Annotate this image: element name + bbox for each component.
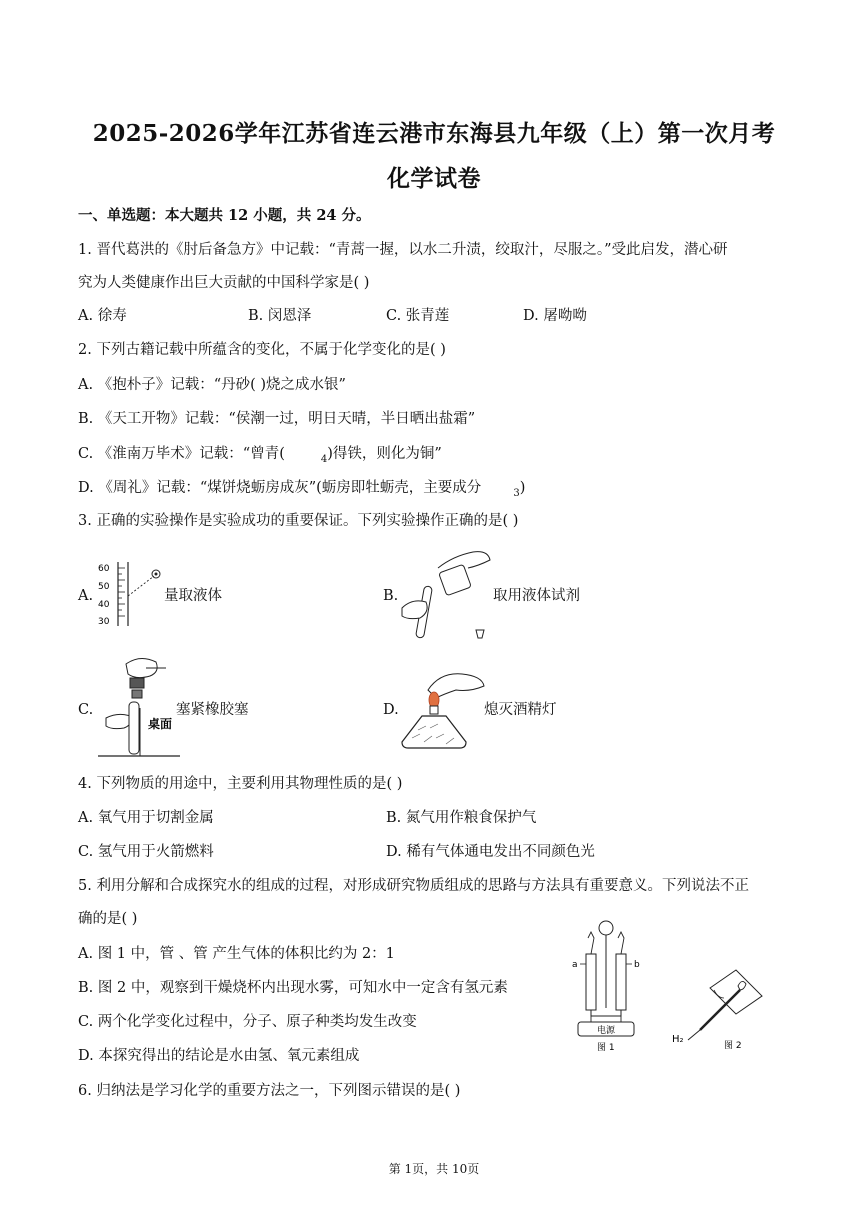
q5-option-a: A. 图 1 中，管 、管 产生气体的体积比约为 2：1 bbox=[78, 946, 395, 962]
q3-option-c-text: 塞紧橡胶塞 bbox=[176, 702, 249, 718]
tube-a-label: a bbox=[572, 960, 578, 970]
q1-stem-line2: 究为人类健康作出巨大贡献的中国科学家是( ) bbox=[78, 275, 370, 291]
page-footer: 第 1页，共 10页 bbox=[388, 1162, 480, 1176]
q3-option-b-text: 取用液体试剂 bbox=[493, 588, 580, 604]
electrolysis-figure bbox=[566, 918, 646, 1052]
alcohol-lamp-figure bbox=[400, 660, 488, 752]
q1-option-c: C. 张青莲 bbox=[386, 308, 450, 324]
hydrogen-label: H₂ bbox=[672, 1034, 684, 1045]
tick-label-60: 60 bbox=[98, 564, 110, 574]
q4-option-d: D. 稀有气体通电发出不同颜色光 bbox=[386, 844, 595, 860]
q1-option-b: B. 闵恩泽 bbox=[248, 308, 312, 324]
q3-stem: 3. 正确的实验操作是实验成功的重要保证。下列实验操作正确的是( ) bbox=[78, 513, 519, 529]
hydrogen-combustion-figure bbox=[670, 968, 770, 1052]
desk-label: 桌面 bbox=[148, 717, 173, 731]
q3-option-b-letter: B. bbox=[383, 588, 399, 604]
stopper-figure bbox=[96, 654, 182, 760]
q3-option-d-text: 熄灭酒精灯 bbox=[484, 702, 557, 718]
q1-stem-line1: 1. 晋代葛洪的《肘后备急方》中记载：“青蒿一握，以水二升渍，绞取汁，尽服之。”受此启发，潜心研 bbox=[78, 242, 728, 258]
q5-stem-line1: 5. 利用分解和合成探究水的组成的过程，对形成研究物质组成的思路与方法具有重要意义。下列说法不正 bbox=[78, 878, 749, 894]
q5-option-d: D. 本探究得出的结论是水由氢、氧元素组成 bbox=[78, 1048, 360, 1064]
q2-option-b: B. 《天工开物》记载：“侯潮一过，明日天晴，半日晒出盐霜” bbox=[78, 411, 476, 427]
q2-option-a: A. 《抱朴子》记载：“丹砂( )烧之成水银” bbox=[78, 377, 346, 393]
q3-option-a-text: 量取液体 bbox=[164, 588, 222, 604]
q3-option-d-letter: D. bbox=[383, 702, 399, 718]
q3-option-a-letter: A. bbox=[78, 588, 94, 604]
q4-option-c: C. 氢气用于火箭燃料 bbox=[78, 844, 214, 860]
exam-title-line1: 2025-2026学年江苏省连云港市东海县九年级（上）第一次月考 bbox=[92, 120, 776, 147]
q5-stem-line2: 确的是( ) bbox=[78, 911, 138, 927]
exam-title-line2: 化学试卷 bbox=[387, 165, 481, 192]
q2-option-d: D. 《周礼》记载：“煤饼烧蛎房成灰”(蛎房即牡蛎壳，主要成分 $_3$) bbox=[78, 480, 526, 499]
tick-label-40: 40 bbox=[98, 600, 110, 610]
q1-option-a: A. 徐寿 bbox=[78, 308, 127, 324]
tick-label-30: 30 bbox=[98, 617, 110, 627]
q2-option-c: C. 《淮南万毕术》记载：“曾青( $_4$)得铁，则化为铜” bbox=[78, 446, 442, 465]
tick-label-50: 50 bbox=[98, 582, 110, 592]
graduated-cylinder-figure bbox=[96, 558, 166, 630]
figure-1-label: 图 1 bbox=[597, 1043, 615, 1052]
section-heading: 一、单选题：本大题共 12 小题，共 24 分。 bbox=[78, 207, 371, 224]
q4-option-b: B. 氮气用作粮食保护气 bbox=[386, 810, 537, 826]
q3-option-c-letter: C. bbox=[78, 702, 94, 718]
q4-option-a: A. 氧气用于切割金属 bbox=[78, 810, 214, 826]
figure-2-label: 图 2 bbox=[724, 1041, 742, 1051]
tube-b-label: b bbox=[634, 960, 640, 970]
power-supply-label: 电源 bbox=[597, 1026, 616, 1036]
q5-option-c: C. 两个化学变化过程中，分子、原子种类均发生改变 bbox=[78, 1014, 417, 1030]
q4-stem: 4. 下列物质的用途中，主要利用其物理性质的是( ) bbox=[78, 776, 403, 792]
q1-option-d: D. 屠呦呦 bbox=[523, 308, 587, 324]
q6-stem: 6. 归纳法是学习化学的重要方法之一，下列图示错误的是( ) bbox=[78, 1083, 461, 1099]
q5-option-b: B. 图 2 中，观察到干燥烧杯内出现水雾，可知水中一定含有氢元素 bbox=[78, 980, 508, 996]
pouring-reagent-figure bbox=[398, 546, 494, 642]
q2-stem: 2. 下列古籍记载中所蕴含的变化，不属于化学变化的是( ) bbox=[78, 342, 446, 358]
